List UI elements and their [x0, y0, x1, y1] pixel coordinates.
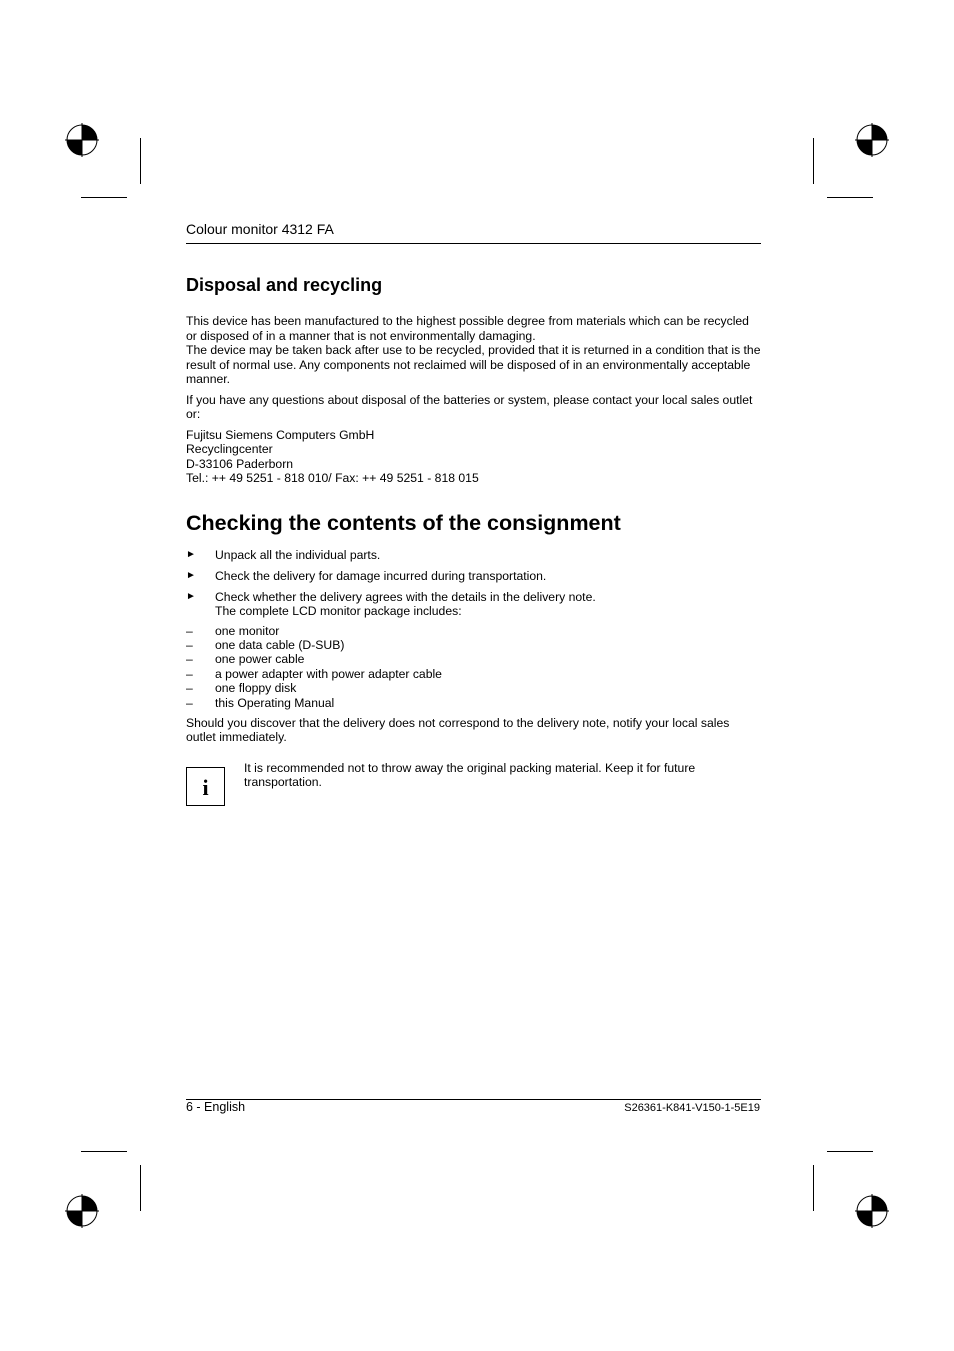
crop-mark — [81, 197, 127, 198]
address-phone: Tel.: ++ 49 5251 - 818 010/ Fax: ++ 49 5251 - 818 015 — [186, 471, 479, 485]
recycling-address — [186, 428, 761, 486]
info-icon: i — [186, 767, 225, 806]
package-intro: The complete LCD monitor package includes: — [215, 604, 462, 618]
page-number: 6 - English — [186, 1100, 246, 1114]
list-item: – one monitor — [186, 623, 280, 638]
disposal-contact-paragraph: If you have any questions about disposal of the batteries or system, please contact your local sales outlet or: — [186, 392, 753, 421]
crop-mark — [827, 197, 873, 198]
crop-mark — [813, 138, 814, 184]
registration-mark-icon — [855, 1194, 889, 1228]
list-item: – one data cable (D-SUB) — [186, 637, 345, 652]
crop-mark — [140, 1165, 141, 1211]
bullet-arrow-icon: ► — [186, 569, 196, 581]
crop-mark — [827, 1151, 873, 1152]
package-contents-list — [186, 624, 761, 710]
crop-mark — [813, 1165, 814, 1211]
document-code: S26361-K841-V150-1-5E19 — [624, 1102, 760, 1114]
running-header: Colour monitor 4312 FA — [186, 221, 334, 237]
registration-mark-icon — [855, 123, 889, 157]
address-department: Recyclingcenter — [186, 442, 273, 456]
header-rule — [186, 243, 761, 244]
crop-mark — [81, 1151, 127, 1152]
info-note — [186, 759, 761, 805]
info-note-text: It is recommended not to throw away the original packing material. Keep it for future transportation. — [244, 760, 696, 790]
list-item: – this Operating Manual — [186, 695, 335, 710]
list-item: ► Check whether the delivery agrees with the details in the delivery note. The complete LCD monitor package includes: — [186, 589, 596, 618]
list-item: ► Check the delivery for damage incurred during transportation. — [186, 568, 547, 583]
page-content — [186, 274, 761, 805]
crop-mark — [140, 138, 141, 184]
address-company: Fujitsu Siemens Computers GmbH — [186, 427, 375, 442]
address-city: D-33106 Paderborn — [186, 456, 294, 471]
list-item: – one floppy disk — [186, 681, 297, 696]
registration-mark-icon — [65, 1194, 99, 1228]
bullet-arrow-icon: ► — [186, 590, 196, 602]
bullet-arrow-icon: ► — [186, 548, 196, 560]
list-item: – a power adapter with power adapter cable — [186, 666, 442, 681]
list-item: ► Unpack all the individual parts. — [186, 547, 381, 562]
disposal-paragraph: This device has been manufactured to the highest possible degree from materials which can be recycled or disposed of in a manner that is not environmentally damaging. — [186, 314, 749, 343]
disposal-paragraph: The device may be taken back after use to be recycled, provided that it is returned in a condition that is the result of normal use. Any components not reclaimed will be disposed of in an environmentally acceptable manner. — [186, 343, 761, 386]
section-heading-consignment: Checking the contents of the consignment — [186, 510, 621, 535]
list-item: – one power cable — [186, 652, 305, 667]
delivery-mismatch-paragraph: Should you discover that the delivery does not correspond to the delivery note, notify your local sales outlet immediately. — [186, 715, 730, 745]
registration-mark-icon — [65, 123, 99, 157]
footer-rule — [186, 1099, 761, 1100]
section-heading-disposal: Disposal and recycling — [186, 275, 383, 295]
checklist — [186, 548, 761, 619]
